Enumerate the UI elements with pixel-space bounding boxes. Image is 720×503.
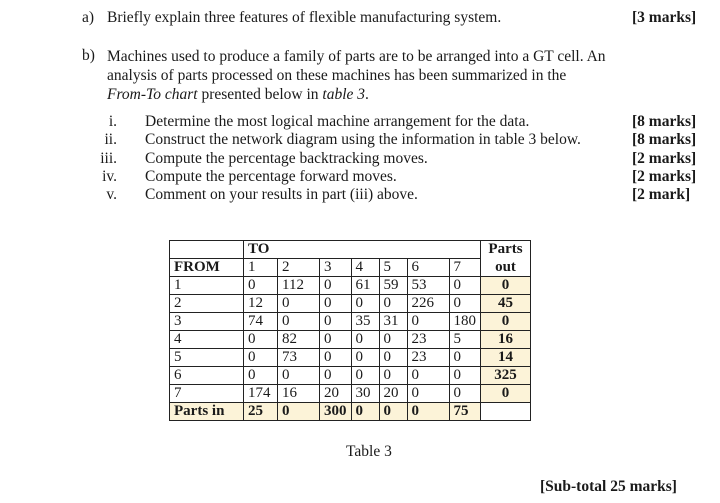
question-a-marks: [3 marks] — [632, 9, 697, 26]
from-machine-cell: 6 — [170, 367, 244, 385]
flow-cell: 0 — [320, 313, 352, 331]
flow-cell: 0 — [379, 349, 407, 367]
flow-cell: 0 — [244, 349, 278, 367]
parts-in-cell: 75 — [449, 403, 481, 421]
flow-cell: 59 — [379, 277, 407, 295]
from-machine-cell: 1 — [170, 277, 244, 295]
table-caption: Table 3 — [346, 443, 392, 460]
flow-cell: 0 — [320, 277, 352, 295]
parts-out-cell: 0 — [481, 277, 531, 295]
table-row — [170, 385, 531, 403]
parts-in-cell: 0 — [278, 403, 320, 421]
from-machine-cell: 5 — [170, 349, 244, 367]
flow-cell: 31 — [379, 313, 407, 331]
parts-in-cell: 25 — [244, 403, 278, 421]
flow-cell: 0 — [320, 349, 352, 367]
table-row — [170, 277, 531, 295]
question-b-label: b) — [82, 47, 95, 64]
flow-cell: 82 — [278, 331, 320, 349]
flow-cell: 61 — [351, 277, 379, 295]
parts-out-cell: 0 — [481, 385, 531, 403]
flow-cell: 112 — [278, 277, 320, 295]
flow-cell: 0 — [351, 349, 379, 367]
column-header: 6 — [407, 259, 449, 277]
flow-cell: 0 — [351, 331, 379, 349]
from-to-table — [169, 240, 531, 421]
flow-cell: 0 — [407, 367, 449, 385]
parts-in-label: Parts in — [170, 403, 244, 421]
table-header-row-to — [170, 241, 531, 259]
flow-cell: 0 — [244, 367, 278, 385]
column-header: 5 — [379, 259, 407, 277]
flow-cell: 0 — [449, 349, 481, 367]
table-row — [170, 313, 531, 331]
parts-out-header-2: out — [481, 259, 531, 277]
table-row — [170, 295, 531, 313]
parts-out-cell: 16 — [481, 331, 531, 349]
question-b-line2: analysis of parts processed on these machines has been summarized in the — [107, 67, 567, 84]
subtotal-marks: [Sub-total 25 marks] — [540, 478, 677, 495]
from-machine-cell: 3 — [170, 313, 244, 331]
flow-cell: 30 — [351, 385, 379, 403]
flow-cell: 73 — [278, 349, 320, 367]
flow-cell: 20 — [379, 385, 407, 403]
question-b-line3: From-To chart presented below in table 3. — [107, 86, 369, 103]
flow-cell: 35 — [351, 313, 379, 331]
flow-cell: 0 — [379, 367, 407, 385]
from-header: FROM — [170, 259, 244, 277]
flow-cell: 0 — [320, 367, 352, 385]
table-row — [170, 331, 531, 349]
parts-out-cell: 325 — [481, 367, 531, 385]
from-machine-cell: 2 — [170, 295, 244, 313]
flow-cell: 0 — [449, 367, 481, 385]
parts-in-row — [170, 403, 531, 421]
question-b-line1: Machines used to produce a family of parts are to be arranged into a GT cell. An — [107, 48, 606, 65]
flow-cell: 5 — [449, 331, 481, 349]
parts-in-cell: 300 — [320, 403, 352, 421]
flow-cell: 174 — [244, 385, 278, 403]
flow-cell: 0 — [278, 313, 320, 331]
from-machine-cell: 4 — [170, 331, 244, 349]
flow-cell: 0 — [320, 331, 352, 349]
flow-cell: 0 — [278, 367, 320, 385]
parts-in-empty-cell — [481, 403, 531, 421]
parts-out-cell: 14 — [481, 349, 531, 367]
flow-cell: 0 — [351, 367, 379, 385]
flow-cell: 0 — [407, 385, 449, 403]
flow-cell: 226 — [407, 295, 449, 313]
flow-cell: 0 — [278, 295, 320, 313]
flow-cell: 0 — [407, 313, 449, 331]
flow-cell: 0 — [244, 331, 278, 349]
table-row — [170, 349, 531, 367]
to-header: TO — [244, 241, 481, 259]
flow-cell: 0 — [379, 295, 407, 313]
table-header-row-columns — [170, 259, 531, 277]
flow-cell: 0 — [320, 295, 352, 313]
flow-cell: 20 — [320, 385, 352, 403]
parts-out-cell: 45 — [481, 295, 531, 313]
column-header: 3 — [320, 259, 352, 277]
from-machine-cell: 7 — [170, 385, 244, 403]
question-a-label: a) — [82, 9, 95, 26]
parts-in-cell: 0 — [351, 403, 379, 421]
flow-cell: 74 — [244, 313, 278, 331]
column-header: 2 — [278, 259, 320, 277]
flow-cell: 0 — [449, 295, 481, 313]
flow-cell: 23 — [407, 331, 449, 349]
flow-cell: 12 — [244, 295, 278, 313]
column-header: 7 — [449, 259, 481, 277]
flow-cell: 0 — [244, 277, 278, 295]
question-a-text: Briefly explain three features of flexible manufacturing system. — [107, 9, 502, 26]
column-header: 4 — [351, 259, 379, 277]
table-row — [170, 367, 531, 385]
flow-cell: 180 — [449, 313, 481, 331]
flow-cell: 0 — [449, 277, 481, 295]
question-b-paragraph — [107, 47, 606, 104]
flow-cell: 53 — [407, 277, 449, 295]
flow-cell: 16 — [278, 385, 320, 403]
column-header: 1 — [244, 259, 278, 277]
parts-out-cell: 0 — [481, 313, 531, 331]
flow-cell: 0 — [449, 385, 481, 403]
flow-cell: 23 — [407, 349, 449, 367]
parts-in-cell: 0 — [407, 403, 449, 421]
flow-cell: 0 — [379, 331, 407, 349]
parts-in-cell: 0 — [379, 403, 407, 421]
parts-out-header-1: Parts — [481, 241, 531, 259]
flow-cell: 0 — [351, 295, 379, 313]
